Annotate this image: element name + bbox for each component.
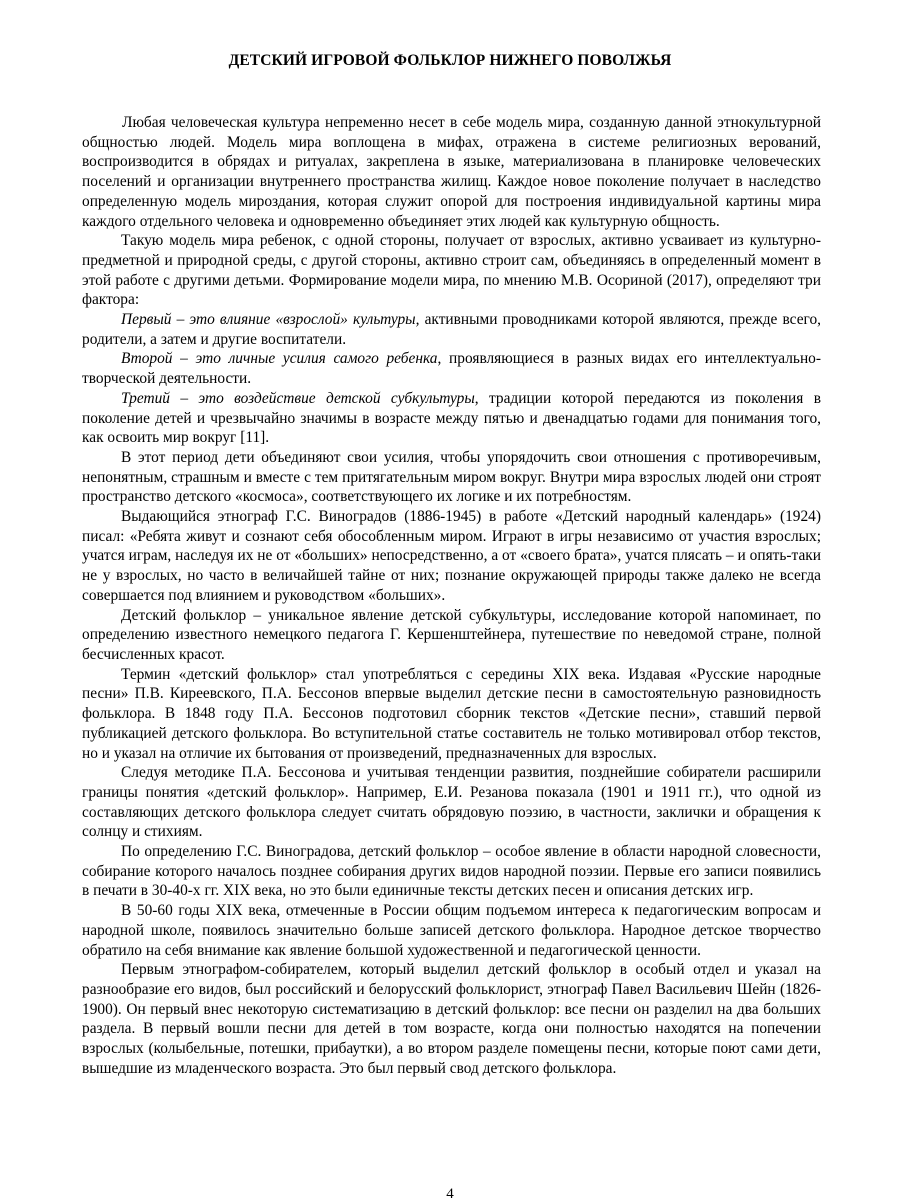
paragraph	[82, 763, 821, 842]
paragraph	[82, 349, 821, 388]
paragraph-text: , проявляющиеся в разных видах его интеллектуально-творческой деятельности.	[82, 350, 821, 388]
emphasis-text: Первый – это влияние «взрослой» культуры,	[121, 311, 420, 329]
paragraph-text: Термин «детский фольклор» стал употребляться с середины XIX века. Издавая «Русские народные песни» П.В. Киреевского, П.А. Бессонов впервые выделил детские песни в самостоятельную разновидность фольклора. В 1848 году П.А. Бессонов подготовил сборник текстов «Детские песни», ставший первой публикацией детского фольклора. Во вступительной статье составитель не только мотивировал отбор текстов, но и указал на отличие их бытования от произведений, предназначенных для взрослых.	[82, 665, 821, 762]
paragraph	[82, 606, 821, 665]
paragraph-text: В 50-60 годы XIX века, отмеченные в России общим подъемом интереса к педагогическим вопросам и народной школе, появилось значительно больше записей детского фольклора. Народное детское творчество обратило на себя внимание как явление большой художественной и педагогической ценности.	[82, 902, 821, 959]
paragraph-text: По определению Г.С. Виноградова, детский фольклор – особое явление в области народной словесности, собирание которого началось позднее собирания других видов народной поэзии. Первые его записи появились в печати в 30-40-х гг. XIX века, но это были единичные тексты детских песен и описания детских игр.	[82, 843, 821, 900]
paragraph-text: Следуя методике П.А. Бессонова и учитывая тенденции развития, позднейшие собиратели расширили границы понятия «детский фольклор». Например, Е.И. Резанова показала (1901 и 1911 гг.), что одной из составляющих детского фольклора следует считать обрядовую поэзию, в частности, заклички и обращения к солнцу и стихиям.	[82, 764, 821, 841]
paragraph	[82, 448, 821, 507]
paragraph	[82, 389, 821, 448]
paragraph-text: В этот период дети объединяют свои усилия, чтобы упорядочить свои отношения с противоречивым, непонятным, страшным и вместе с тем притягательным миром вокруг. Внутри мира взрослых людей они строят пространство детского «космоса», соответствующего их логике и их потребностям.	[82, 448, 821, 506]
body-text	[82, 113, 821, 1078]
emphasis-text: Третий – это воздействие детской субкультуры	[121, 389, 475, 407]
emphasis-text: Второй – это личные усилия самого ребенка	[121, 350, 438, 368]
paragraph-text: Детский фольклор – уникальное явление детской субкультуры, исследование которой напоминает, по определению известного немецкого педагога Г. Кершенштейнера, путешествие по неведомой стране, полной бесчисленных красот.	[82, 606, 821, 663]
paragraph	[82, 310, 821, 349]
paragraph	[82, 113, 821, 231]
paragraph-text: , традиции которой передаются из поколения в поколение детей и чрезвычайно значимы в возрасте между пятью и двенадцатью годами для понимания того, как освоить мир вокруг [11].	[82, 389, 821, 447]
paragraph	[82, 507, 821, 606]
paragraph-text: Первым этнографом-собирателем, который выделил детский фольклор в особый отдел и указал на разнообразие его видов, был российский и белорусский фольклорист, этнограф Павел Васильевич Шейн (1826-1900). Он первый внес некоторую систематизацию в детский фольклор: все песни он разделил на два больших раздела. В первый вошли песни для детей в том возрасте, когда они полностью находятся на попечении взрослых (колыбельные, потешки, прибаутки), а во втором разделе помещены песни, которые поют сами дети, вышедшие из младенческого возраста. Это был первый свод детского фольклора.	[82, 961, 821, 1077]
paragraph-text: Выдающийся этнограф Г.С. Виноградов (1886-1945) в работе «Детский народный календарь» (1924) писал: «Ребята живут и сознают себя обособленным миром. Играют в игры независимо от участия взрослых; учатся играм, наследуя их не от «больших» непосредственно, а от «своего брата», учатся плясать – и опять-таки не у взрослых, но часто в величайшей тайне от них; познание окружающей природы также далеко не всегда совершается под влиянием и руководством «больших».	[82, 508, 821, 604]
paragraph	[82, 960, 821, 1078]
page-title: ДЕТСКИЙ ИГРОВОЙ ФОЛЬКЛОР НИЖНЕГО ПОВОЛЖЬЯ	[228, 52, 672, 69]
paragraph	[82, 842, 821, 901]
paragraph	[82, 901, 821, 960]
paragraph-text: Такую модель мира ребенок, с одной стороны, получает от взрослых, активно усваивает из культурно-предметной и природной среды, с другой стороны, активно строит сам, объединяясь в определенный момент в этой работе с другими детьми. Формирование модели мира, по мнению М.В. Осориной (2017), определяют три фактора:	[82, 232, 821, 309]
paragraph	[82, 665, 821, 764]
paragraph	[82, 231, 821, 310]
paragraph-text: активными проводниками которой являются, прежде всего, родители, а затем и другие воспитатели.	[82, 311, 822, 348]
paragraph-text: Любая человеческая культура непременно несет в себе модель мира, созданную данной этнокультурной общностью людей. Модель мира воплощена в мифах, отражена в системе религиозных верований, воспроизводится в обрядах и ритуалах, закреплена в языке, материализована в планировке человеческих поселений и организации внутреннего пространства жилищ. Каждое новое поколение получает в наследство определенную модель мироздания, которая служит опорой для построения индивидуальной картины мира каждого отдельного человека и одновременно объединяет этих людей как культурную общность.	[82, 114, 821, 230]
page-number: 4	[446, 1186, 454, 1202]
